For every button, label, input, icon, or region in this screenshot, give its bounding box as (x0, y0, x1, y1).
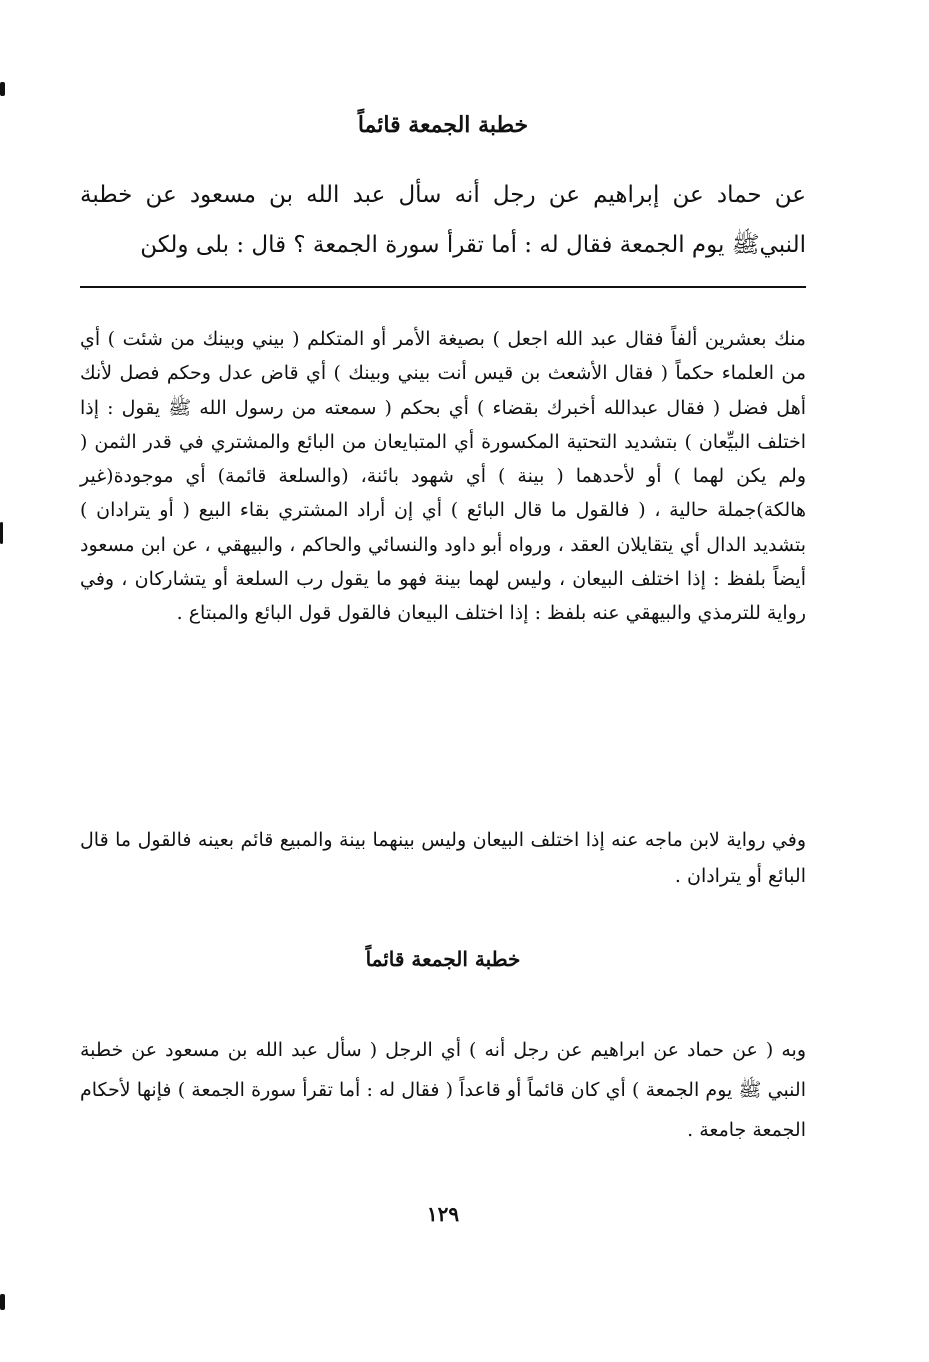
book-page (80, 0, 806, 1362)
scan-edge-mark (0, 1294, 5, 1310)
chapter-heading: خطبة الجمعة قائماً (357, 112, 529, 138)
hadith-text-block (80, 170, 806, 270)
commentary-block-2 (80, 1030, 806, 1150)
commentary-paragraph: منك بعشرين ألفاً فقال عبد الله اجعل ) بصيغة الأمر أو المتكلم ( بيني وبينك من شئت ) أي من العلماء حكماً ( فقال الأشعث بن قيس أنت بيني وبينك ) أي قاض عدل وحكم فصل لأنك أهل فضل ( فقال عبدالله أخبرك بقضاء ) أي بحكم ( سمعته من رسول الله ﷺ يقول : إذا اختلف البيِّعان ) بتشديد التحتية المكسورة أي المتبايعان من البائع والمشتري في قدر الثمن ( ولم يكن لهما ) أو لأحدهما ( بينة ) أي شهود بائنة، (والسلعة قائمة) أي موجودة(غير هالكة)جملة حالية ، ( فالقول ما قال البائع ) أي إن أراد المشتري بقاء البيع ( أو يترادان ) بتشديد الدال أي يتقايلان العقد ، ورواه أبو داود والنسائي والحاكم ، والبيهقي ، عن ابن مسعود أيضاً بلفظ : إذا اختلف البيعان ، وليس لهما بينة فهو ما يقول رب السلعة أو يتشاركان ، وفي رواية للترمذي والبيهقي عنه بلفظ : إذا اختلف البيعان فالقول قول البائع والمبتاع . (80, 328, 806, 625)
commentary-paragraph-2: وبه ( عن حماد عن ابراهيم عن رجل أنه ) أي الرجل ( سأل عبد الله بن مسعود عن خطبة النبي ﷺ يوم الجمعة ) أي كان قائماً أو قاعداً ( فقال له : أما تقرأ سورة الجمعة ) فإنها لأحكام الجمعة جامعة . (80, 1039, 806, 1141)
narration-paragraph: وفي رواية لابن ماجه عنه إذا اختلف البيعان وليس بينهما بينة والمبيع قائم بعينه فالقول ما قال البائع أو يترادان . (80, 829, 806, 887)
hadith-text: عن حماد عن إبراهيم عن رجل أنه سأل عبد الله بن مسعود عن خطبة النبيﷺ يوم الجمعة فقال له : أما تقرأ سورة الجمعة ؟ قال : بلى ولكن (80, 182, 806, 258)
footnote-divider (80, 286, 806, 288)
commentary-block (80, 322, 806, 631)
narration-block (80, 822, 806, 894)
scan-edge-mark (0, 82, 5, 96)
scan-edge-mark (0, 522, 3, 544)
page-number: ١٢٩ (426, 1202, 460, 1226)
section-heading: خطبة الجمعة قائماً (365, 947, 521, 971)
